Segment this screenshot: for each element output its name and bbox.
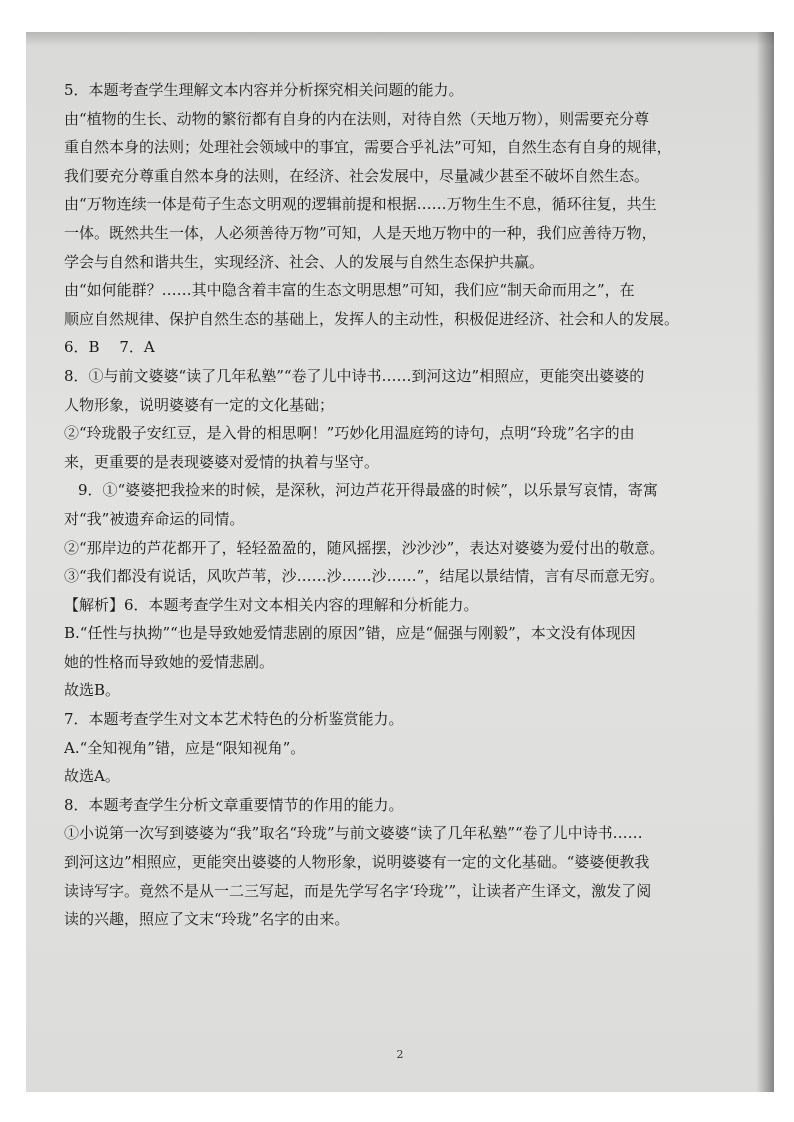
text-line: 我们要充分尊重自然本身的法则，在经济、社会发展中，尽量减少甚至不破坏自然生态。 xyxy=(64,166,650,185)
text-line: 7．本题考查学生对文本艺术特色的分析鉴赏能力。 xyxy=(64,710,404,729)
text-line: 她的性格而导致她的爱情悲剧。 xyxy=(64,652,275,671)
analysis-heading-line: 【解析】6．本题考查学生对文本相关内容的理解和分析能力。 xyxy=(64,595,479,614)
right-edge-shadow xyxy=(756,32,774,1092)
text-line: 重自然本身的法则；处理社会领域中的事宜，需要合乎礼法”可知，自然生态有自身的规律， xyxy=(64,138,672,157)
text-line: 8．本题考查学生分析文章重要情节的作用的能力。 xyxy=(64,795,404,814)
text-line: 9．①“婆婆把我捡来的时候，是深秋，河边芦花开得最盛的时候”，以乐景写哀情，寄寓 xyxy=(78,481,658,500)
text-line: ①小说第一次写到婆婆为“我”取名“玲珑”与前文婆婆“读了几年私塾”“卷了儿中诗书…… xyxy=(64,824,643,843)
text-line: ③“我们都没有说话，风吹芦苇，沙……沙……沙……”，结尾以景结情，言有尽而意无穷。 xyxy=(64,567,665,586)
top-shadow xyxy=(26,32,774,46)
document-body xyxy=(64,76,680,934)
text-line: ②“那岸边的芦花都开了，轻轻盈盈的，随风摇摆，沙沙沙”，表达对婆婆为爱付出的敬意。 xyxy=(64,538,665,557)
text-line: A.“全知视角”错，应是“限知视角”。 xyxy=(64,738,306,757)
text-line: 读的兴趣，照应了文末“玲珑”名字的由来。 xyxy=(64,910,350,929)
text-line: ②“玲珑骰子安红豆，是入骨的相思啊！”巧妙化用温庭筠的诗句，点明“玲珑”名字的由 xyxy=(64,424,635,443)
page-number: 2 xyxy=(396,1048,404,1061)
text-line: 由“植物的生长、动物的繁衍都有自身的内在法则，对待自然（天地万物），则需要充分尊 xyxy=(64,109,650,128)
text-line: 顺应自然规律、保护自然生态的基础上，发挥人的主动性，积极促进经济、社会和人的发展。 xyxy=(64,309,680,328)
text-line: 人物形象，说明婆婆有一定的文化基础； xyxy=(64,395,335,414)
text-line: 读诗写字。竟然不是从一二三写起，而是先学写名字‘玲珑’”，让读者产生译文，激发了阅 xyxy=(64,881,652,900)
text-line: 来，更重要的是表现婆婆对爱情的执着与坚守。 xyxy=(64,452,380,471)
text-line: 学会与自然和谐共生，实现经济、社会、人的发展与自然生态保护共赢。 xyxy=(64,252,545,271)
text-line: 故选A。 xyxy=(64,767,120,786)
text-line: 5．本题考查学生理解文本内容并分析探究相关问题的能力。 xyxy=(64,81,464,99)
text-line: 由“万物连续一体是荀子生态文明观的逻辑前提和根据……万物生生不息，循环往复，共生 xyxy=(64,195,657,214)
answer-line: 6．B 7．A xyxy=(64,338,155,357)
text-line: 对“我”被遗弃命运的同情。 xyxy=(64,509,245,528)
text-line: 由“如何能群？……其中隐含着丰富的生态文明思想”可知，我们应“制天命而用之”，在 xyxy=(64,281,635,300)
text-line: 8．①与前文婆婆“读了几年私塾”“卷了儿中诗书……到河这边”相照应，更能突出婆婆的 xyxy=(64,366,645,385)
text-line: B.“任性与执拗”“也是导致她爱情悲剧的原因”错，应是“倔强与刚毅”，本文没有体现因 xyxy=(64,624,636,643)
text-line: 到河这边”相照应，更能突出婆婆的人物形象，说明婆婆有一定的文化基础。“婆婆便教我 xyxy=(64,853,650,872)
text-line: 故选B。 xyxy=(64,681,121,700)
text-line: 一体。既然共生一体，人必须善待万物”可知，人是天地万物中的一种，我们应善待万物， xyxy=(64,223,657,242)
